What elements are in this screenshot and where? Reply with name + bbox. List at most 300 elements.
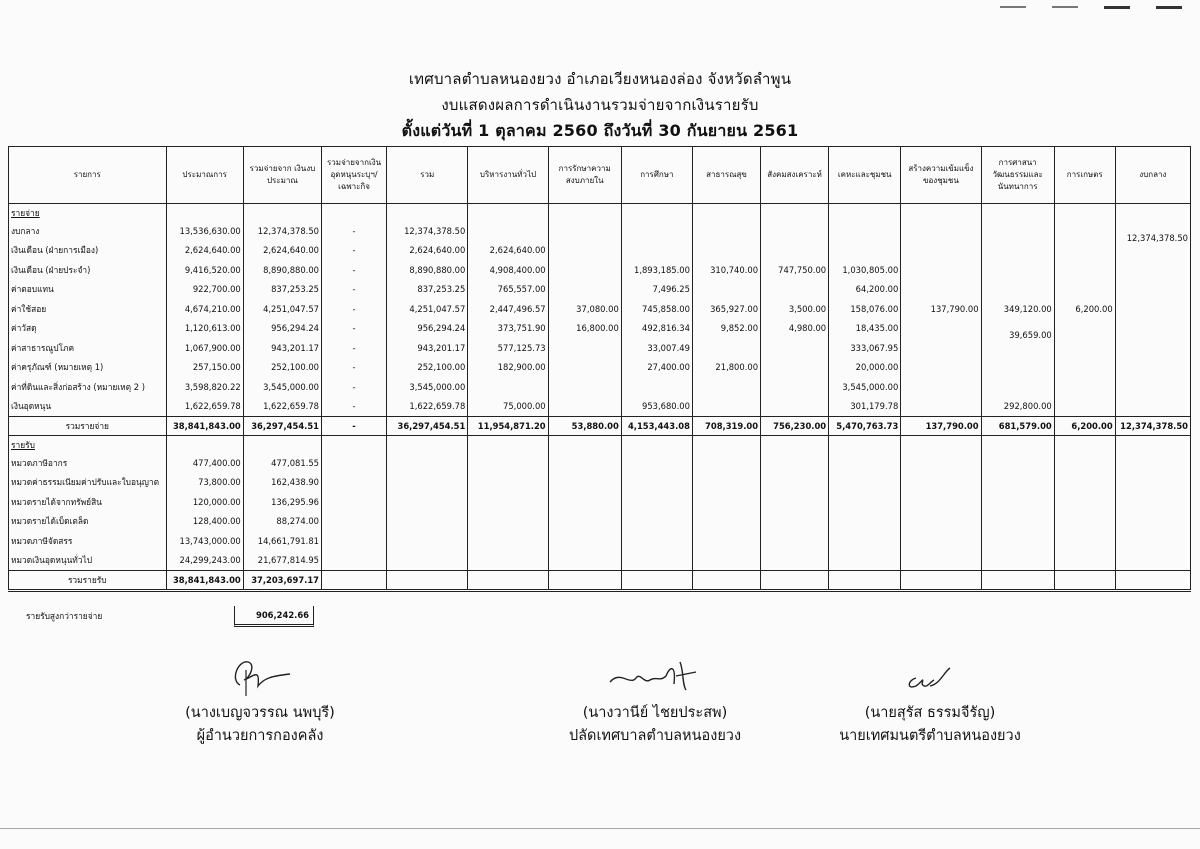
table-cell: 577,125.73 [468, 338, 548, 358]
table-cell: 37,080.00 [548, 299, 621, 319]
table-cell [692, 571, 760, 591]
table-cell [387, 571, 468, 591]
table-row [9, 280, 1191, 300]
row-label: รวมรายรับ [9, 571, 167, 591]
table-cell [322, 204, 387, 222]
table-cell: 3,545,000.00 [243, 377, 321, 397]
table-cell [621, 492, 692, 512]
signature-block-finance [150, 650, 370, 748]
table-cell [1115, 512, 1190, 532]
table-cell [981, 512, 1054, 532]
table-cell [761, 436, 829, 454]
signer-title: ปลัดเทศบาลตำบลหนองยวง [568, 728, 742, 744]
table-cell [829, 473, 901, 493]
table-cell [1054, 436, 1115, 454]
table-cell [548, 512, 621, 532]
table-cell [548, 377, 621, 397]
table-cell [1054, 377, 1115, 397]
table-cell: 365,927.00 [692, 299, 760, 319]
table-cell [1115, 299, 1190, 319]
table-cell: 2,624,640.00 [243, 241, 321, 261]
table-cell: 33,007.49 [621, 338, 692, 358]
table-cell [468, 453, 548, 473]
table-cell: 136,295.96 [243, 492, 321, 512]
table-cell: 2,447,496.57 [468, 299, 548, 319]
table-cell: 747,750.00 [761, 260, 829, 280]
table-cell [1054, 260, 1115, 280]
table-cell [387, 436, 468, 454]
signer-name: (นายสุรัส ธรรมจีรัญ) [864, 705, 996, 721]
column-header: การศึกษา [621, 147, 692, 204]
table-cell: 21,800.00 [692, 358, 760, 378]
table-cell [1054, 204, 1115, 222]
table-cell: 1,120,613.00 [166, 319, 243, 339]
table-cell [761, 473, 829, 493]
table-cell [1054, 280, 1115, 300]
table-cell [901, 204, 981, 222]
table-cell [901, 397, 981, 417]
table-cell: 13,536,630.00 [166, 221, 243, 241]
table-cell: 9,852.00 [692, 319, 760, 339]
table-cell [761, 551, 829, 571]
table-cell [1054, 473, 1115, 493]
row-label [9, 436, 167, 454]
org-title: เทศบาลตำบลหนองยวง อำเภอเวียงหนองล่อง จังหวัดลำพูน [408, 70, 792, 88]
table-cell: 6,200.00 [1054, 299, 1115, 319]
table-cell [901, 358, 981, 378]
scan-mark [1052, 6, 1078, 8]
table-cell [1115, 571, 1190, 591]
table-cell [829, 512, 901, 532]
table-cell [322, 473, 387, 493]
table-cell [901, 436, 981, 454]
table-cell [901, 571, 981, 591]
table-cell [901, 531, 981, 551]
table-cell [829, 492, 901, 512]
table-cell [981, 241, 1054, 261]
scan-bottom-edge [0, 828, 1200, 829]
column-header: การเกษตร [1054, 147, 1115, 204]
table-cell: 137,790.00 [901, 417, 981, 436]
column-header: สาธารณสุข [692, 147, 760, 204]
signer-title: ผู้อำนวยการกองคลัง [196, 728, 324, 744]
report-title: งบแสดงผลการดำเนินงานรวมจ่ายจากเงินรายรับ [441, 96, 759, 114]
table-cell: 681,579.00 [981, 417, 1054, 436]
table-cell: 36,297,454.51 [387, 417, 468, 436]
surplus-row [8, 606, 408, 628]
handwritten-signature-1 [220, 650, 300, 700]
table-cell [1054, 358, 1115, 378]
row-label: เงินเดือน (ฝ่ายการเมือง) [9, 241, 167, 261]
table-cell [981, 473, 1054, 493]
table-cell [981, 436, 1054, 454]
table-cell [468, 436, 548, 454]
table-cell [621, 453, 692, 473]
table-cell [322, 436, 387, 454]
table-cell [829, 551, 901, 571]
table-cell: 1,622,659.78 [243, 397, 321, 417]
table-cell [322, 551, 387, 571]
table-cell: - [322, 319, 387, 339]
section-heading: รายจ่าย [11, 207, 40, 218]
table-cell [1115, 338, 1190, 358]
table-cell [692, 204, 760, 222]
table-cell [1054, 319, 1115, 339]
table-cell [761, 531, 829, 551]
table-cell: 708,319.00 [692, 417, 760, 436]
table-cell: 182,900.00 [468, 358, 548, 378]
table-cell [387, 531, 468, 551]
table-cell [761, 397, 829, 417]
table-cell [692, 473, 760, 493]
table-cell: 252,100.00 [387, 358, 468, 378]
table-cell: 21,677,814.95 [243, 551, 321, 571]
table-cell: 39,659.00 [981, 326, 1054, 346]
table-cell [468, 473, 548, 493]
table-cell: 310,740.00 [692, 260, 760, 280]
table-cell: 18,435.00 [829, 319, 901, 339]
table-cell [1115, 260, 1190, 280]
table-cell [692, 453, 760, 473]
table-cell: 16,800.00 [548, 319, 621, 339]
table-cell [981, 204, 1054, 222]
table-cell [1054, 551, 1115, 571]
section-heading: รายรับ [11, 439, 35, 450]
column-header: สังคมสงเคราะห์ [761, 147, 829, 204]
table-cell [548, 531, 621, 551]
document-header [0, 66, 1200, 144]
table-cell [692, 377, 760, 397]
table-cell [468, 221, 548, 241]
table-cell: 837,253.25 [387, 280, 468, 300]
table-cell [548, 436, 621, 454]
table-cell [548, 492, 621, 512]
column-header: สร้างความเข้มแข็ง ของชุมชน [901, 147, 981, 204]
table-cell [166, 204, 243, 222]
table-cell [387, 453, 468, 473]
table-cell [901, 377, 981, 397]
table-cell [243, 436, 321, 454]
row-label: ค่าที่ดินและสิ่งก่อสร้าง (หมายเหตุ 2 ) [9, 377, 167, 397]
table-cell [692, 436, 760, 454]
table-cell: 4,908,400.00 [468, 260, 548, 280]
table-cell [901, 260, 981, 280]
table-cell [548, 571, 621, 591]
table-cell [761, 280, 829, 300]
table-cell [981, 280, 1054, 300]
table-cell: 20,000.00 [829, 358, 901, 378]
table-cell: 12,374,378.50 [243, 221, 321, 241]
table-row [9, 260, 1191, 280]
table-cell [901, 338, 981, 358]
table-cell [692, 531, 760, 551]
table-cell: 252,100.00 [243, 358, 321, 378]
table-cell: 492,816.34 [621, 319, 692, 339]
table-cell: 3,545,000.00 [829, 377, 901, 397]
column-header: เคหะและชุมชน [829, 147, 901, 204]
table-cell [621, 221, 692, 241]
table-cell [692, 280, 760, 300]
table-cell [1115, 397, 1190, 417]
table-cell [981, 453, 1054, 473]
table-cell [468, 204, 548, 222]
table-cell: - [322, 221, 387, 241]
table-cell [468, 512, 548, 532]
table-cell: - [322, 280, 387, 300]
column-header: รวมจ่ายจากเงิน อุดหนุนระบุฯ/ เฉพาะกิจ [322, 147, 387, 204]
table-cell [1115, 531, 1190, 551]
table-cell: 53,880.00 [548, 417, 621, 436]
row-label: รวมรายจ่าย [9, 417, 167, 436]
table-cell [901, 473, 981, 493]
row-label [9, 204, 167, 222]
expense-section-row [9, 204, 1191, 222]
table-cell: 24,299,243.00 [166, 551, 243, 571]
table-row [9, 512, 1191, 532]
row-label: หมวดเงินอุดหนุนทั่วไป [9, 551, 167, 571]
table-row [9, 551, 1191, 571]
table-cell [761, 241, 829, 261]
table-cell: - [322, 241, 387, 261]
row-label: ค่าตอบแทน [9, 280, 167, 300]
table-cell: 1,622,659.78 [387, 397, 468, 417]
table-row [9, 299, 1191, 319]
signature-block-mayor [810, 650, 1050, 748]
column-header: งบกลาง [1115, 147, 1190, 204]
table-cell: 73,800.00 [166, 473, 243, 493]
table-cell [621, 512, 692, 532]
table-cell: 953,680.00 [621, 397, 692, 417]
scan-mark [1000, 6, 1026, 8]
expense-total-row [9, 417, 1191, 436]
table-cell: - [322, 260, 387, 280]
table-cell [548, 358, 621, 378]
table-cell [1115, 436, 1190, 454]
table-cell [1054, 512, 1115, 532]
table-cell [1115, 492, 1190, 512]
table-cell [548, 280, 621, 300]
table-cell [901, 319, 981, 339]
table-cell [829, 241, 901, 261]
table-cell: - [322, 397, 387, 417]
table-cell [692, 397, 760, 417]
table-cell: 943,201.17 [387, 338, 468, 358]
table-cell [692, 241, 760, 261]
scan-marks [1000, 6, 1182, 9]
table-cell [548, 473, 621, 493]
row-label: เงินเดือน (ฝ่ายประจำ) [9, 260, 167, 280]
table-row [9, 377, 1191, 397]
table-cell [621, 551, 692, 571]
column-header: รวมจ่ายจาก เงินงบ ประมาณ [243, 147, 321, 204]
table-cell: 745,858.00 [621, 299, 692, 319]
table-cell [761, 358, 829, 378]
row-label: ค่าสาธารณูปโภค [9, 338, 167, 358]
table-cell [692, 492, 760, 512]
table-cell: 333,067.95 [829, 338, 901, 358]
table-row [9, 531, 1191, 551]
table-cell [322, 531, 387, 551]
table-row [9, 221, 1191, 241]
table-cell [829, 453, 901, 473]
table-cell: 128,400.00 [166, 512, 243, 532]
column-header: ประมาณการ [166, 147, 243, 204]
table-cell: 1,622,659.78 [166, 397, 243, 417]
table-cell: 27,400.00 [621, 358, 692, 378]
row-label: หมวดภาษีจัดสรร [9, 531, 167, 551]
table-cell [761, 512, 829, 532]
table-cell: 477,081.55 [243, 453, 321, 473]
table-cell: 4,674,210.00 [166, 299, 243, 319]
table-cell [901, 551, 981, 571]
table-cell [761, 453, 829, 473]
table-cell [1115, 358, 1190, 378]
financial-table [8, 146, 1191, 592]
table-cell [761, 221, 829, 241]
column-header: รวม [387, 147, 468, 204]
row-label: หมวดค่าธรรมเนียมค่าปรับและใบอนุญาต [9, 473, 167, 493]
table-cell: 64,200.00 [829, 280, 901, 300]
table-cell: 12,374,378.50 [1115, 228, 1190, 248]
income-section-row [9, 436, 1191, 454]
table-cell [901, 221, 981, 241]
table-cell [1115, 280, 1190, 300]
column-header: บริหารงานทั่วไป [468, 147, 548, 204]
table-row [9, 319, 1191, 339]
handwritten-signature-3 [890, 650, 970, 700]
table-cell: 12,374,378.50 [387, 221, 468, 241]
table-cell [829, 531, 901, 551]
table-cell: 6,200.00 [1054, 417, 1115, 436]
table-cell [387, 204, 468, 222]
signer-title: นายเทศมนตรีตำบลหนองยวง [839, 728, 1021, 744]
table-body [9, 204, 1191, 591]
table-cell: 1,030,805.00 [829, 260, 901, 280]
report-period: ตั้งแต่วันที่ 1 ตุลาคม 2560 ถึงวันที่ 30 กันยายน 2561 [401, 121, 799, 140]
table-cell [387, 473, 468, 493]
table-cell [901, 512, 981, 532]
table-cell: 36,297,454.51 [243, 417, 321, 436]
table-cell: 3,500.00 [761, 299, 829, 319]
table-cell: 292,800.00 [981, 397, 1054, 417]
table-cell: 765,557.00 [468, 280, 548, 300]
table-cell: - [322, 417, 387, 436]
table-cell: 4,251,047.57 [243, 299, 321, 319]
table-row [9, 453, 1191, 473]
table-cell: 257,150.00 [166, 358, 243, 378]
row-label: งบกลาง [9, 221, 167, 241]
financial-table-wrapper [8, 146, 1191, 592]
table-cell [981, 221, 1054, 241]
table-cell: 756,230.00 [761, 417, 829, 436]
table-cell: 162,438.90 [243, 473, 321, 493]
signature-block-clerk [525, 650, 785, 748]
table-cell [761, 571, 829, 591]
table-cell [1054, 338, 1115, 358]
table-cell: 956,294.24 [243, 319, 321, 339]
table-cell [387, 492, 468, 512]
table-cell [692, 221, 760, 241]
table-cell [243, 204, 321, 222]
row-label: ค่าวัสดุ [9, 319, 167, 339]
table-cell: - [322, 358, 387, 378]
table-cell [1054, 453, 1115, 473]
row-label: หมวดรายได้จากทรัพย์สิน [9, 492, 167, 512]
table-cell [468, 492, 548, 512]
table-cell [548, 453, 621, 473]
table-cell [1054, 397, 1115, 417]
table-cell [1115, 473, 1190, 493]
table-cell [829, 221, 901, 241]
table-cell [1115, 319, 1190, 339]
table-cell: 2,624,640.00 [468, 241, 548, 261]
table-cell [621, 571, 692, 591]
table-cell [621, 204, 692, 222]
table-cell [322, 512, 387, 532]
row-label: ค่าใช้สอย [9, 299, 167, 319]
table-cell [548, 241, 621, 261]
table-cell: 11,954,871.20 [468, 417, 548, 436]
table-cell [761, 492, 829, 512]
table-cell: 373,751.90 [468, 319, 548, 339]
table-cell: 349,120.00 [981, 299, 1054, 319]
table-cell [322, 571, 387, 591]
table-cell [981, 260, 1054, 280]
table-cell [322, 453, 387, 473]
table-cell [322, 492, 387, 512]
row-label: หมวดภาษีอากร [9, 453, 167, 473]
table-cell: 75,000.00 [468, 397, 548, 417]
table-cell [901, 492, 981, 512]
handwritten-signature-2 [600, 650, 710, 700]
table-cell [1054, 221, 1115, 241]
table-cell [621, 473, 692, 493]
table-header-row [9, 147, 1191, 204]
table-cell [981, 377, 1054, 397]
table-cell [901, 280, 981, 300]
table-cell: 4,153,443.08 [621, 417, 692, 436]
table-cell: 4,980.00 [761, 319, 829, 339]
table-cell: 8,890,880.00 [387, 260, 468, 280]
income-total-row [9, 571, 1191, 591]
table-cell: 3,545,000.00 [387, 377, 468, 397]
table-cell [468, 571, 548, 591]
table-cell [621, 436, 692, 454]
table-cell [1115, 377, 1190, 397]
table-cell [387, 512, 468, 532]
table-cell [1054, 241, 1115, 261]
table-row [9, 473, 1191, 493]
table-cell: 8,890,880.00 [243, 260, 321, 280]
table-cell: 5,470,763.73 [829, 417, 901, 436]
table-cell [901, 453, 981, 473]
table-cell: 3,598,820.22 [166, 377, 243, 397]
table-cell: 158,076.00 [829, 299, 901, 319]
table-cell [1115, 551, 1190, 571]
table-cell [548, 338, 621, 358]
table-cell [761, 338, 829, 358]
table-cell: 88,274.00 [243, 512, 321, 532]
table-cell: 943,201.17 [243, 338, 321, 358]
table-cell: 12,374,378.50 [1115, 417, 1190, 436]
row-label: ค่าครุภัณฑ์ (หมายเหตุ 1) [9, 358, 167, 378]
table-cell [468, 551, 548, 571]
table-cell [548, 204, 621, 222]
column-header: การรักษาความ สงบภายใน [548, 147, 621, 204]
table-row [9, 492, 1191, 512]
table-cell [981, 492, 1054, 512]
table-cell: 956,294.24 [387, 319, 468, 339]
